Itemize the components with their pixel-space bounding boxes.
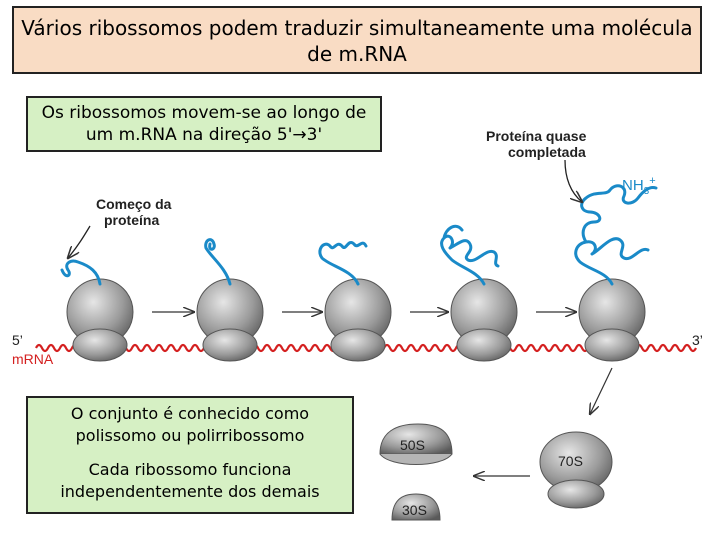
- title-line-2: de m.RNA: [307, 42, 407, 66]
- ribosome-3: [325, 279, 391, 361]
- ribosome-70s: [540, 432, 612, 508]
- title-line-1: Vários ribossomos podem traduzir simultaneamente uma molécula: [21, 16, 693, 40]
- start-protein-label-line2: proteína: [104, 212, 160, 228]
- subunit-30s-label: 30S: [402, 502, 427, 518]
- almost-protein-label-line1: Proteína quase: [486, 128, 587, 144]
- ribosome-5: [579, 279, 645, 361]
- polysome-note-line-3: Cada ribossomo funciona: [88, 460, 292, 479]
- five-prime-label: 5’: [12, 332, 23, 348]
- movement-note-box: [26, 96, 382, 152]
- almost-protein-label-line2: completada: [508, 144, 586, 160]
- protein-chain-4: [442, 226, 498, 284]
- movement-note-line-1: Os ribossomos movem-se ao longo de: [41, 103, 367, 123]
- polysome-note-line-4: independentemente dos demais: [60, 482, 320, 501]
- nh3-superscript: +: [649, 175, 656, 187]
- movement-note-line-2: um m.RNA na direção 5'→3': [85, 125, 323, 145]
- nh3-label: NH: [622, 177, 644, 194]
- ribosome-70s-label: 70S: [558, 453, 583, 469]
- ribosome-1: [67, 279, 133, 361]
- polysome-note-line-1: O conjunto é conhecido como: [70, 404, 310, 423]
- title-box: [12, 6, 702, 74]
- polysome-note-line-2: polissomo ou polirribossomo: [75, 426, 305, 445]
- nh3-subscript: 3: [643, 186, 650, 197]
- almost-protein-pointer: [565, 160, 582, 202]
- svg-text:NH3+: [622, 175, 656, 197]
- ribosome-2: [197, 279, 263, 361]
- subunit-50s-label: 50S: [400, 437, 425, 453]
- three-prime-label: 3’: [692, 332, 703, 348]
- protein-chain-3: [320, 242, 366, 284]
- start-protein-label-line1: Começo da: [96, 196, 172, 212]
- start-protein-pointer: [68, 226, 90, 258]
- ribosome-4: [451, 279, 517, 361]
- protein-chain-5: [576, 186, 656, 284]
- release-arrow: [590, 368, 612, 414]
- polysome-note-box: [26, 396, 354, 514]
- protein-chain-2: [206, 240, 230, 284]
- mrna-label: mRNA: [12, 351, 54, 367]
